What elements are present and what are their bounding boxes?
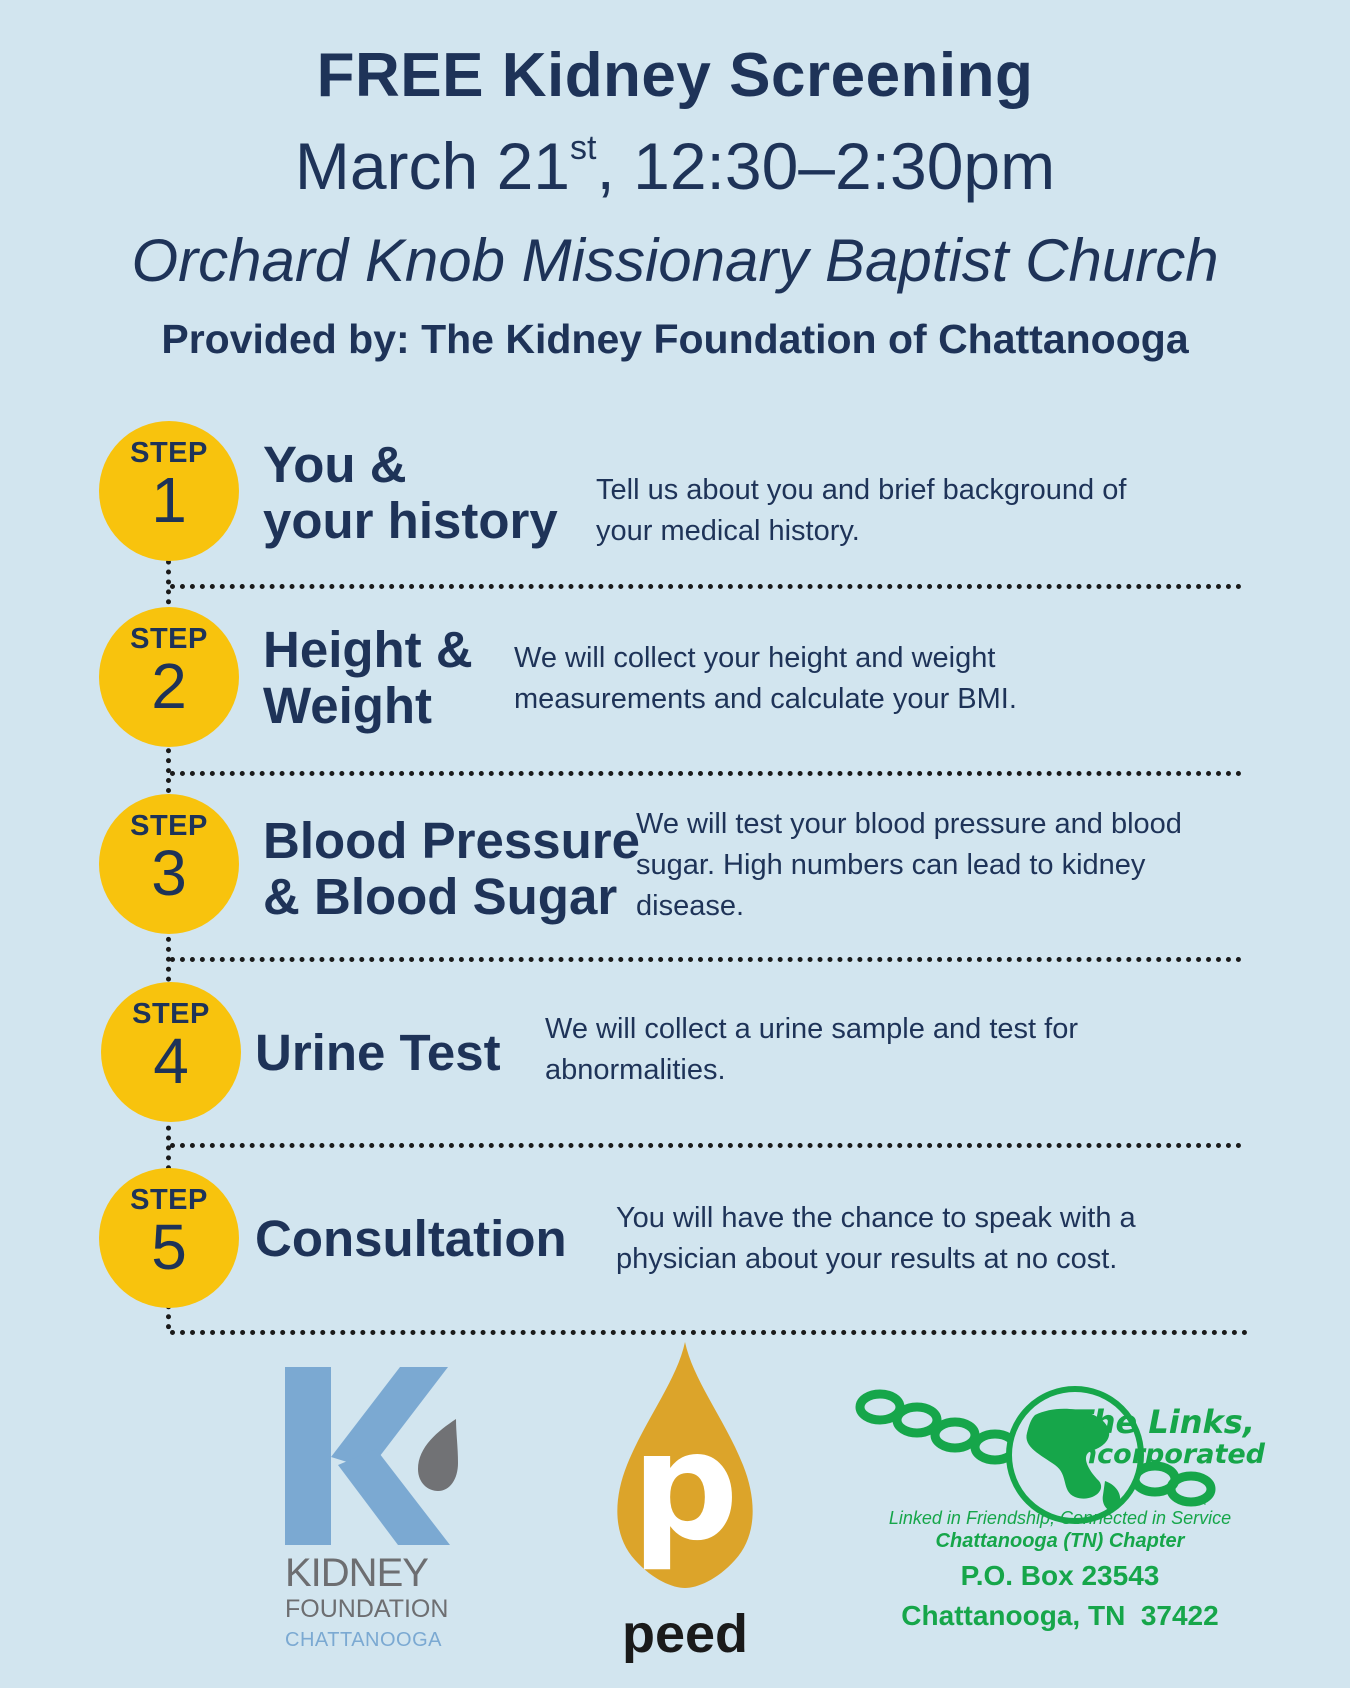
step-4-badge xyxy=(101,982,241,1122)
peed-letter: p xyxy=(631,1400,739,1574)
step-1-badge xyxy=(99,421,239,561)
event-date: March 21 xyxy=(294,129,570,203)
links-po-box: P.O. Box 23543 xyxy=(960,1560,1160,1591)
step-title-line: & Blood Sugar xyxy=(263,868,618,925)
step-divider xyxy=(170,957,1242,962)
step-5-title xyxy=(255,1211,567,1267)
step-2-badge xyxy=(99,607,239,747)
step-title-line: Consultation xyxy=(255,1210,567,1267)
links-name-2: Incorporated xyxy=(1067,1439,1265,1470)
step-4-title xyxy=(255,1025,501,1081)
event-time: , 12:30–2:30pm xyxy=(596,129,1056,203)
step-divider xyxy=(170,584,1242,589)
links-motto: Linked in Friendship, Connected in Service xyxy=(888,1508,1232,1528)
step-number: 3 xyxy=(151,837,187,909)
step-label: STEP xyxy=(130,1184,208,1216)
step-5-description: You will have the chance to speak with a physician about your results at no cost. xyxy=(616,1202,1136,1275)
kf-name-2: FOUNDATION xyxy=(285,1595,449,1623)
step-title-line: Weight xyxy=(263,677,433,734)
links-tm: TM xyxy=(1193,1498,1207,1508)
links-city: Chattanooga, TN 37422 xyxy=(901,1600,1219,1631)
event-title: FREE Kidney Screening xyxy=(316,41,1034,110)
step-title-line: You & xyxy=(263,436,407,493)
step-label: STEP xyxy=(130,810,208,842)
date-ordinal: st xyxy=(569,129,597,167)
step-divider xyxy=(170,1143,1242,1148)
step-divider xyxy=(170,1330,1248,1335)
step-3-title xyxy=(263,813,640,925)
step-title-line: Blood Pressure xyxy=(263,812,640,869)
step-label: STEP xyxy=(132,998,210,1030)
step-divider xyxy=(170,771,1242,776)
links-name-1: The Links, xyxy=(1070,1403,1255,1441)
step-number: 5 xyxy=(151,1211,187,1283)
step-2-title xyxy=(263,622,473,734)
step-2-description: We will collect your height and weight measurements and calculate your BMI. xyxy=(514,642,1017,715)
step-title-line: Urine Test xyxy=(255,1024,501,1081)
kf-name: KIDNEY xyxy=(285,1551,428,1595)
step-1-description: Tell us about you and brief background of your medical history. xyxy=(596,474,1127,547)
step-label: STEP xyxy=(130,623,208,655)
peed-name: peed xyxy=(621,1604,749,1664)
step-4-description: We will collect a urine sample and test for abnormalities. xyxy=(545,1013,1078,1086)
step-number: 4 xyxy=(153,1025,189,1097)
kf-city: CHATTANOOGA xyxy=(285,1629,442,1651)
step-3-badge xyxy=(99,794,239,934)
event-provider: Provided by: The Kidney Foundation of Chattanooga xyxy=(161,316,1189,362)
event-venue: Orchard Knob Missionary Baptist Church xyxy=(131,227,1219,294)
step-1-title xyxy=(263,437,558,549)
step-number: 2 xyxy=(151,650,187,722)
step-5-badge xyxy=(99,1168,239,1308)
step-title-line: Height & xyxy=(263,621,473,678)
peed-drop-icon xyxy=(605,1340,765,1590)
step-3-description: We will test your blood pressure and blood sugar. High numbers can lead to kidney disease. xyxy=(636,808,1182,922)
step-number: 1 xyxy=(151,464,187,536)
step-label: STEP xyxy=(130,437,208,469)
step-title-line: your history xyxy=(263,492,558,549)
kidney-k-icon xyxy=(280,1365,480,1565)
links-chapter: Chattanooga (TN) Chapter xyxy=(935,1530,1185,1552)
